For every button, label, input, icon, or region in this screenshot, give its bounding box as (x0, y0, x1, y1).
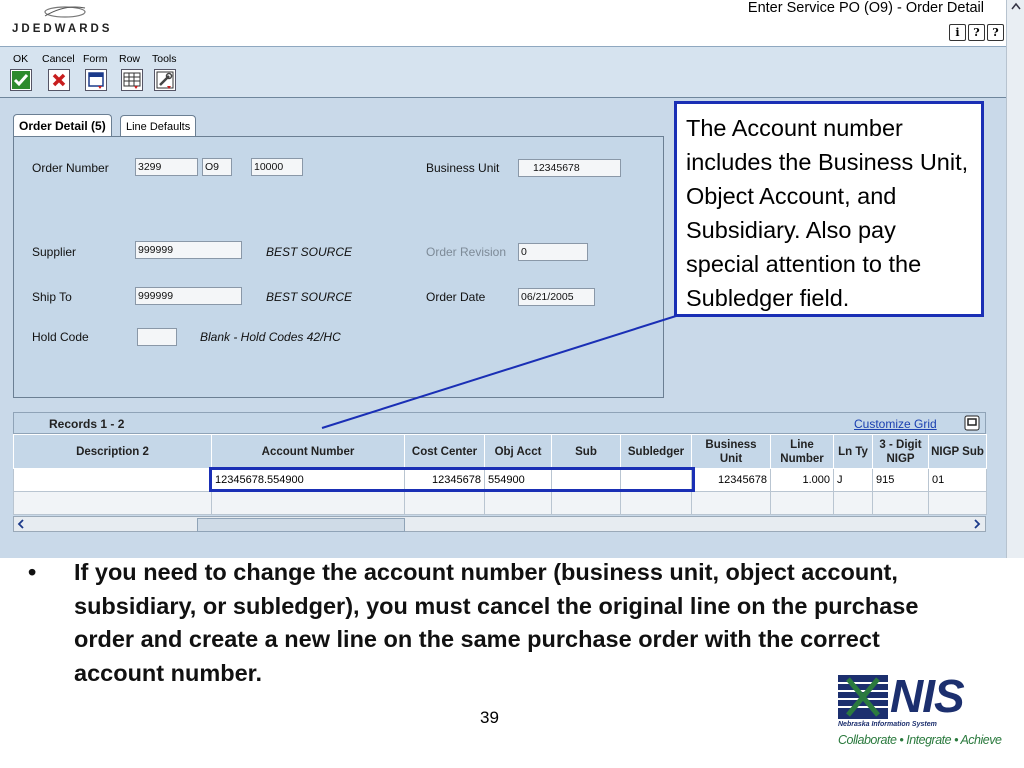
cell-ln-ty[interactable]: J (834, 469, 873, 492)
page-number: 39 (480, 708, 499, 727)
col-header-line-number[interactable]: Line Number (771, 435, 834, 469)
supplier-name: BEST SOURCE (266, 245, 353, 259)
order-revision-field[interactable]: 0 (518, 243, 588, 261)
col-header-3-digit-nigp[interactable]: 3 - Digit NIGP (873, 435, 929, 469)
hold-code-description: Blank - Hold Codes 42/HC (200, 330, 341, 344)
cell-nigp-sub[interactable]: 01 (929, 469, 987, 492)
business-unit-label: Business Unit (426, 161, 500, 175)
nis-tagline: Collaborate • Integrate • Achieve (838, 733, 1002, 747)
help-button[interactable]: ? (968, 24, 985, 41)
ok-label[interactable]: OK (13, 53, 29, 65)
order-date-label: Order Date (426, 290, 486, 304)
col-header-cost-center[interactable]: Cost Center (405, 435, 485, 469)
tab-order-detail[interactable]: Order Detail (5) (13, 114, 112, 136)
supplier-field[interactable]: 999999 (135, 241, 242, 259)
nis-mark-icon (838, 675, 888, 719)
order-number-label: Order Number (32, 161, 109, 175)
cell-3-digit-nigp[interactable]: 915 (873, 469, 929, 492)
cell-cost-center[interactable]: 12345678 (405, 469, 485, 492)
window-title: Enter Service PO (O9) - Order Detail (747, 0, 984, 16)
order-date-field[interactable]: 06/21/2005 (518, 288, 595, 306)
cell-obj-acct[interactable]: 554900 (485, 469, 552, 492)
nis-subtitle: Nebraska Information System (838, 721, 937, 728)
account-highlight-box (209, 467, 695, 492)
supplier-label: Supplier (32, 245, 77, 259)
cancel-label[interactable]: Cancel (42, 53, 75, 65)
tools-label[interactable]: Tools (152, 53, 177, 65)
form-label[interactable]: Form (83, 53, 108, 65)
ship-to-name: BEST SOURCE (266, 290, 353, 304)
order-company-field[interactable]: 10000 (251, 158, 303, 176)
cell-business-unit[interactable]: 12345678 (692, 469, 771, 492)
bullet-text: If you need to change the account number (business unit, object account, subsidiary, or subledger), you must cancel the original line on the purchase order and create a new line on the same purchase order with the correct account number. (74, 559, 919, 686)
cell-account-number[interactable]: 12345678.554900 (212, 469, 405, 492)
info-button[interactable]: i (949, 24, 966, 41)
records-count: Records 1 - 2 (49, 417, 125, 431)
tab-line-defaults[interactable]: Line Defaults (120, 115, 196, 136)
nis-wordmark: NIS (890, 670, 964, 722)
customize-grid-link[interactable]: Customize Grid (854, 417, 937, 431)
col-header-obj-acct[interactable]: Obj Acct (485, 435, 552, 469)
cell-line-number[interactable]: 1.000 (771, 469, 834, 492)
nis-logo (838, 670, 1002, 755)
hold-code-label: Hold Code (32, 330, 89, 344)
brand-logo: JDEDWARDS (12, 23, 113, 35)
col-header-business-unit[interactable]: Business Unit (692, 435, 771, 469)
col-header-description-2[interactable]: Description 2 (14, 435, 212, 469)
callout-box: The Account number includes the Business Unit, Object Account, and Subsidiary. Also pay special attention to the Subledger field. (674, 101, 984, 317)
order-type-field[interactable]: O9 (202, 158, 232, 176)
col-header-sub[interactable]: Sub (552, 435, 621, 469)
order-number-field[interactable]: 3299 (135, 158, 198, 176)
business-unit-field[interactable]: 12345678 (518, 159, 621, 177)
col-header-ln-ty[interactable]: Ln Ty (834, 435, 873, 469)
col-header-nigp-sub[interactable]: NIGP Sub (929, 435, 987, 469)
col-header-subledger[interactable]: Subledger (621, 435, 692, 469)
col-header-account-number[interactable]: Account Number (212, 435, 405, 469)
row-label[interactable]: Row (119, 53, 141, 65)
item-help-button[interactable]: ? (987, 24, 1004, 41)
order-revision-label: Order Revision (426, 245, 507, 259)
ship-to-field[interactable]: 999999 (135, 287, 242, 305)
ship-to-label: Ship To (32, 290, 72, 304)
bullet-marker: • (28, 559, 37, 585)
